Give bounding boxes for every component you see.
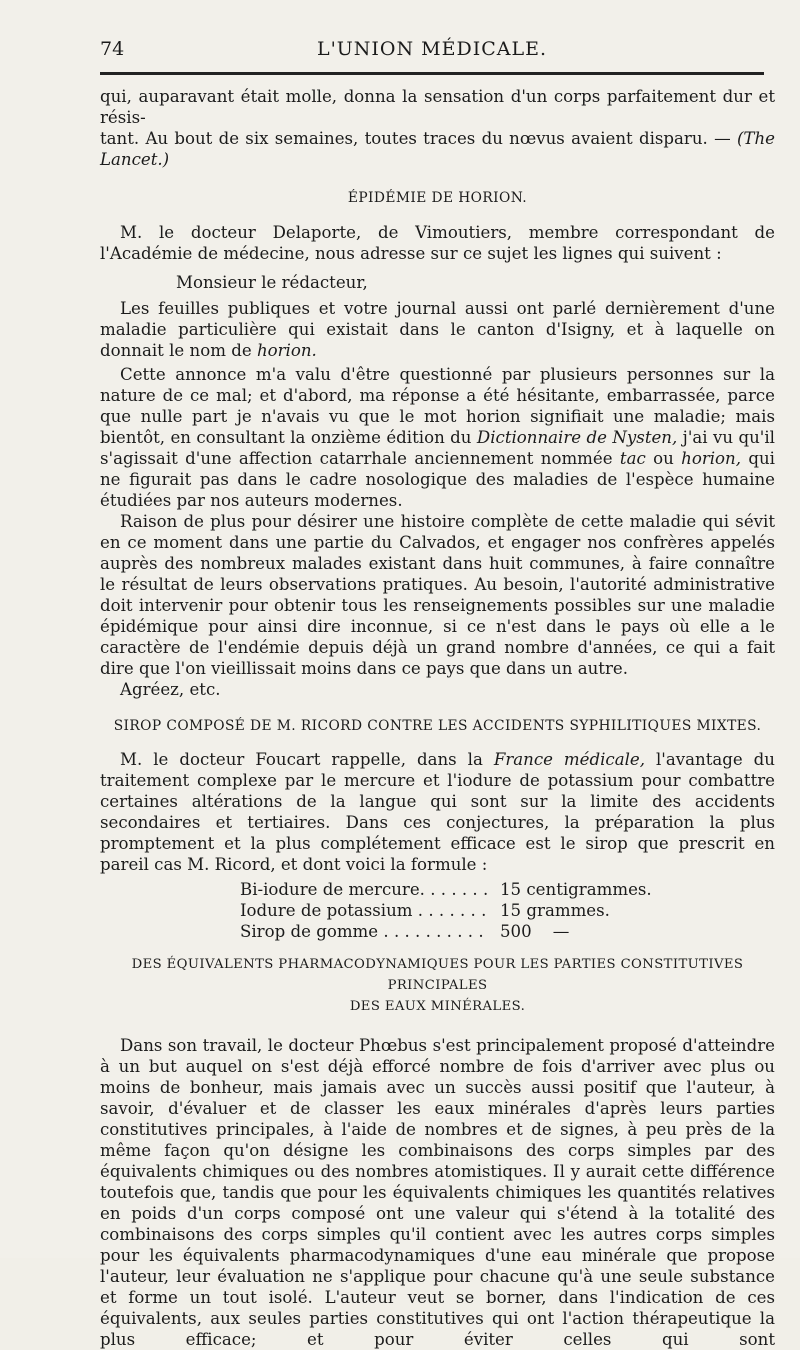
- intro-line-2: tant. Au bout de six semaines, toutes traces du nœvus avaient disparu. —: [100, 129, 737, 148]
- ingredient-quantity: 500 —: [500, 922, 570, 941]
- letter-paragraph-3: Raison de plus pour désirer une histoire complète de cette maladie qui sévit en ce moment dans une partie du Calvados, et engager nos confrères appelés auprès des nombreux malades existant dans huit communes, à faire connaître le résultat de leurs observations pratiques. Au besoin, l'autorité administrative doit intervenir pour obtenir tous les renseignements possibles sur une maladie épidémique pour ainsi dire inconnue, si ce n'est dans le pays où elle a le caractère de l'endémie depuis déjà un grand nombre d'années, ce qui a fait dire que l'on vieillissait moins dans ce pays que dans un autre.: [100, 512, 775, 678]
- formula-table: [240, 879, 660, 942]
- ingredient-name: Bi-iodure de mercure. . . . . . .: [240, 880, 489, 899]
- intro-paragraph: [100, 86, 775, 128]
- article-body: [100, 86, 775, 1350]
- section-heading-equivalents: [100, 954, 775, 996]
- intro-source: (The Lancet.): [100, 129, 775, 169]
- ingredient-quantity: 15 grammes.: [500, 901, 610, 920]
- section-heading-epidemie: ÉPIDÉMIE DE HORION.: [347, 190, 528, 206]
- title-france-medicale: France médicale,: [493, 750, 645, 769]
- letter-paragraph-2-text: Cette annonce m'a valu d'être questionné par plusieurs personnes sur la nature de ce mal; et d'abord, ma réponse a été hésitante, embarrassée, parce que nulle part je n'avais vu que le mot horion signifiait une maladie; mais bientôt, en consultant la onzième édition du: [100, 365, 775, 447]
- letter-closing: Agréez, etc.: [120, 680, 221, 699]
- sirop-paragraph-text-b: l'avantage du traitement complexe par le mercure et l'iodure de potassium pour combattre certaines altérations de la langue qui sont sur la limite des accidents secondaires et tertiaires. Dans ces conjectures, la préparation la plus promptement et la plus complétement efficace est le sirop que prescrit en pareil cas M. Ricord, et dont voici la formule :: [100, 750, 775, 874]
- header-rule: [100, 72, 764, 75]
- title-dictionnaire: Dictionnaire de Nysten,: [476, 428, 678, 447]
- formula-row: [240, 879, 660, 900]
- formula-row: [240, 921, 660, 942]
- ingredient-name: Sirop de gomme . . . . . . . . . .: [240, 922, 484, 941]
- intro-line-1: qui, auparavant était molle, donna la sensation d'un corps parfaitement dur et résis-: [100, 87, 775, 127]
- formula-row: [240, 900, 660, 921]
- running-title: L'UNION MÉDICALE.: [316, 38, 548, 60]
- equivalents-paragraph: Dans son travail, le docteur Phœbus s'est principalement proposé d'atteindre à un but auquel on s'est déjà efforcé nombre de fois d'arriver avec plus ou moins de bonheur, mais jamais avec un succès aussi positif que l'auteur, à savoir, d'évaluer et de classer les eaux minérales d'après leurs parties constitutives principales, à l'aide de nombres et de signes, à peu près de la même façon qu'on désigne les combinaisons des corps simples par des équivalents chimiques ou des nombres atomistiques. Il y aurait cette différence toutefois que, tandis que pour les équivalents chimiques les quantités relatives en poids d'un corps composé ont une valeur qui s'étend à la totalité des combinaisons des corps simples qu'il contient avec les autres corps simples pour les équivalents pharmacodynamiques d'une eau minérale que propose l'auteur, leur évaluation ne s'applique pour chacune qu'à une seule substance et forme un tout isolé. L'auteur veut se borner, dans l'indication de ces équivalents, aux seules parties constitutives qui ont l'action thérapeutique la plus efficace; et pour éviter celles qui sont: [100, 1036, 775, 1349]
- letter-paragraph-2: [100, 364, 775, 511]
- conjunction-ou: ou: [645, 449, 682, 468]
- epidemie-intro-paragraph: M. le docteur Delaporte, de Vimoutiers, membre correspondant de l'Académie de médecine, nous adresse sur ce sujet les lignes qui suivent :: [100, 223, 775, 263]
- sirop-paragraph: [100, 749, 775, 875]
- term-horion: horion.: [256, 341, 317, 360]
- intro-paragraph-end: [100, 128, 775, 170]
- section-heading-equivalents-line-1: DES ÉQUIVALENTS PHARMACODYNAMIQUES POUR LES PARTIES CONSTITUTIVES PRINCIPALES: [131, 957, 744, 993]
- section-heading-equivalents-2: DES EAUX MINÉRALES.: [349, 999, 526, 1014]
- letter-paragraph-1: [100, 298, 775, 361]
- section-heading-sirop: SIROP COMPOSÉ DE M. RICORD CONTRE LES ACCIDENTS SYPHILITIQUES MIXTES.: [113, 718, 762, 734]
- page-header: [100, 38, 764, 66]
- sirop-paragraph-text: M. le docteur Foucart rappelle, dans la: [120, 750, 494, 769]
- ingredient-quantity: 15 centigrammes.: [500, 880, 652, 899]
- letter-paragraph-2-text-b: j'ai vu qu'il s'agissait d'une affection catarrhale anciennement nommée: [100, 428, 775, 468]
- letter-paragraph-1-text: Les feuilles publiques et votre journal aussi ont parlé dernièrement d'une maladie particulière qui existait dans le canton d'Isigny, et à laquelle on donnait le nom de: [100, 299, 775, 360]
- page-number: 74: [100, 38, 125, 60]
- term-horion-2: horion,: [681, 449, 742, 468]
- letter-salutation: Monsieur le rédacteur,: [176, 273, 368, 292]
- term-tac: tac: [619, 449, 646, 468]
- letter-paragraph-2-text-c: qui ne figurait pas dans le cadre nosologique des maladies de l'espèce humaine étudiées par nos auteurs modernes.: [100, 449, 775, 510]
- ingredient-name: Iodure de potassium . . . . . . .: [240, 901, 487, 920]
